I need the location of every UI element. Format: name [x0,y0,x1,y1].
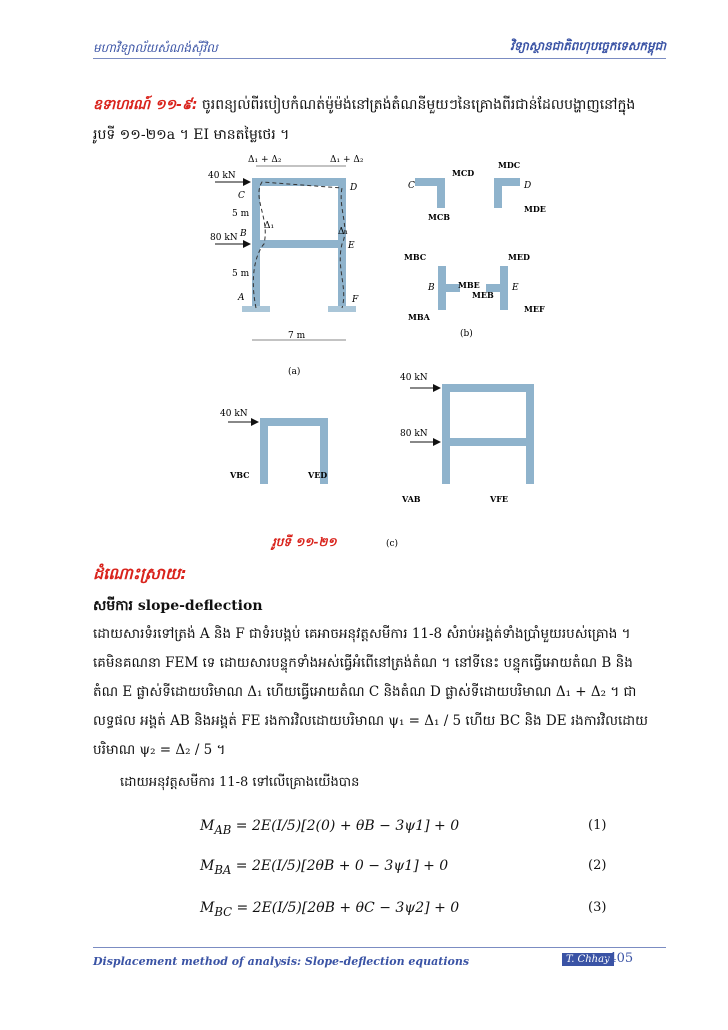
figure-11-21 [190,148,590,558]
caption-c: (c) [386,539,399,549]
equation-1-number: (1) [588,818,607,833]
para-line-4: លទ្ធផល អង្គត់ AB និងអង្គត់ FE រងការវិលដោយបរិមាណ ψ₁ = Δ₁ / 5 ហើយ BC និង DE រងការវិលដោយ [93,713,649,729]
equation-3-number: (3) [588,900,607,915]
load-top-label: 40 kN [208,171,236,181]
para-line-2: គេមិនគណនា FEM ទេ ដោយសារបន្ទុកទាំងអស់ធ្វើអំពើនៅត្រង់តំណ ។ នៅទីនេះ បន្ទុកធ្វើអោយតំណ B និង [93,655,633,671]
delta12b-label: Δ₁ + Δ₂ [330,155,364,165]
m-bc: MBC [404,252,427,262]
equation-2: $M_{BA} = 2E(I/5)[2\theta B + 0 - 3\psi 1] + 0$ [200,858,449,877]
figure-caption: រូបទី ១១-២១ [272,535,337,549]
page-number: -405 [604,951,634,966]
b-node-e: E [512,283,519,293]
m-be: MBE [458,280,480,290]
c-load1: 40 kN [220,409,248,419]
c-load3: 80 kN [400,429,428,439]
m-dc: MDC [498,160,521,170]
beam-be [252,240,346,248]
solution-subheading: សមីការ slope-deflection [93,598,263,614]
delta12-label: Δ₁ + Δ₂ [248,155,282,165]
c-load2: 40 kN [400,373,428,383]
v-fe: VFE [490,494,508,504]
node-f: F [352,295,359,305]
para-line-1: ដោយសារទំរទៅត្រង់ A និង F ជាទំរបង្កប់ គេអាចអនុវត្តសមីការ 11-8 សំរាប់អង្គត់ទាំងប្រាំមួយរបស់គ្រោង ។ [93,626,631,642]
load-mid-label: 80 kN [210,233,238,243]
free-bodies-c [220,373,534,549]
equation-2-number: (2) [588,858,607,873]
node-a: A [238,293,245,303]
example-label: ឧទាហរណ៍ ១១-៩: [93,97,198,113]
b-node-d: D [524,181,532,191]
caption-b: (b) [460,329,473,339]
v-bc: VBC [230,470,250,480]
example-text-2: រូបទី ១១-២១a ។ EI មានតម្លៃថេរ ។ [93,127,290,143]
apply-eq-line: ដោយអនុវត្តសមីការ 11-8 ទៅលើគ្រោងយើងបាន [120,775,360,790]
height-1: 5 m [232,209,250,219]
footer-title: Displacement method of analysis: Slope-deflection equations [93,955,470,968]
m-de: MDE [524,204,546,214]
node-b: B [240,229,247,239]
header-left: មហាវិទ្យាល័យសំណង់ស៊ីវិល [93,41,218,55]
b-node-c: C [408,181,415,191]
m-ba: MBA [408,312,430,322]
node-d: D [350,183,358,193]
v-ab: VAB [402,494,421,504]
node-e: E [348,241,355,251]
header-right: វិទ្យាស្ថានជាតិពហុបច្ចេកទេសកម្ពុជា [510,39,666,53]
para-line-5: បរិមាណ ψ₂ = Δ₂ / 5 ។ [93,742,226,758]
height-2: 5 m [232,269,250,279]
delta1-label: Δ₁ [264,221,275,231]
node-c: C [238,191,245,201]
header-rule [93,58,666,59]
m-ef: MEF [524,304,545,314]
frame-a [208,155,364,377]
para-line-3: តំណ E ផ្លាស់ទីដោយបរិមាណ Δ₁ ហើយធ្វើអោយតំណ C និងតំណ D ផ្លាស់ទីដោយបរិមាណ Δ₁ + Δ₂ ។ ជា [93,684,637,700]
equation-1: $M_{AB} = 2E(I/5)[2(0) + \theta B - 3\psi 1] + 0$ [200,818,460,837]
solution-heading: ដំណោះស្រាយ: [93,564,187,583]
footer-rule [93,947,666,948]
example-text-1: ចូរពន្យល់ពីរបៀបកំណត់ម៉ូម៉ង់នៅត្រង់តំណនីមួយៗនៃគ្រោងពីរជាន់ដែលបង្ហាញនៅក្នុង [201,97,636,113]
example-statement [93,90,673,150]
joint-diagrams-b [404,160,546,339]
m-ed: MED [508,252,530,262]
m-cd: MCD [452,168,475,178]
caption-a: (a) [288,367,301,377]
v-ed: VED [308,470,328,480]
delta1b-label: Δ₁ [338,227,349,237]
solution-paragraph [93,620,673,765]
m-cb: MCB [428,212,450,222]
width-label: 7 m [288,331,306,341]
equation-3: $M_{BC} = 2E(I/5)[2\theta B + \theta C - 3\psi 2] + 0$ [200,900,460,919]
m-eb: MEB [472,290,494,300]
b-node-b: B [428,283,435,293]
footer-author: T. Chhay [562,953,614,966]
